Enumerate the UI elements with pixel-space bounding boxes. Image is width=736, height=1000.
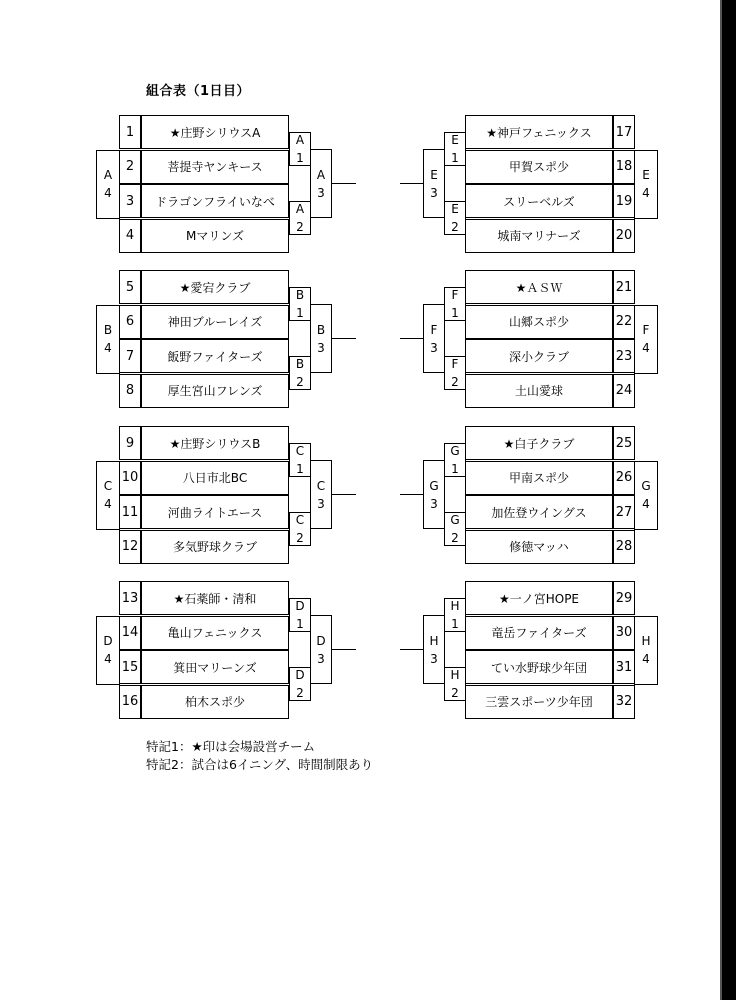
- group-label-C-char: C: [103, 479, 113, 493]
- match-A3-char: 3: [317, 185, 325, 200]
- match-B3: [310, 304, 332, 373]
- match-F3: [423, 304, 445, 373]
- match-H2-char: H: [450, 668, 460, 682]
- match-A1-char: A: [295, 133, 305, 147]
- bracket-line: [332, 338, 356, 339]
- team-number: 9: [119, 426, 141, 460]
- match-B3-char: 3: [317, 340, 325, 355]
- group-label-H-char: H: [641, 634, 651, 648]
- team-number: 18: [613, 150, 635, 184]
- note-2: 特記2：試合は6イニング、時間制限あり: [146, 757, 374, 772]
- team-number: 8: [119, 374, 141, 408]
- team-name: 三雲スポーツ少年団: [465, 685, 613, 719]
- match-G3: [423, 460, 445, 529]
- team-number: 3: [119, 184, 141, 218]
- match-H3-char: 3: [430, 651, 438, 666]
- group-label-D: [96, 616, 120, 685]
- match-C2-char: C: [295, 513, 305, 527]
- team-name: ドラゴンフライいなべ: [141, 184, 289, 218]
- team-number: 23: [613, 339, 635, 373]
- team-name: てい水野球少年団: [465, 650, 613, 684]
- match-D1-char: 1: [296, 617, 304, 631]
- bracket-line: [332, 494, 356, 495]
- match-A2-char: A: [295, 202, 305, 216]
- team-name: 甲賀スポ少: [465, 150, 613, 184]
- bracket-line: [400, 649, 424, 650]
- team-number: 16: [119, 685, 141, 719]
- match-E2: [444, 201, 466, 235]
- group-label-G-char: 4: [642, 497, 650, 511]
- group-label-H: [634, 616, 658, 685]
- team-name: ★ＡＳＷ: [465, 270, 613, 304]
- group-label-G: [634, 461, 658, 530]
- team-name: 河曲ライトエース: [141, 495, 289, 529]
- group-label-B-char: 4: [104, 341, 112, 355]
- team-number: 28: [613, 530, 635, 564]
- match-H2: [444, 667, 466, 701]
- team-number: 31: [613, 650, 635, 684]
- team-number: 4: [119, 219, 141, 253]
- team-number: 20: [613, 219, 635, 253]
- team-number: 11: [119, 495, 141, 529]
- match-H1-char: H: [450, 599, 460, 613]
- match-D3: [310, 615, 332, 684]
- team-name: 城南マリナーズ: [465, 219, 613, 253]
- match-A3: [310, 149, 332, 218]
- team-name: 竜岳ファイターズ: [465, 616, 613, 650]
- bracket-line: [400, 338, 424, 339]
- match-F1: [444, 287, 466, 321]
- group-label-D-char: 4: [104, 652, 112, 666]
- match-F2: [444, 356, 466, 390]
- match-B2: [289, 356, 311, 390]
- match-E1-char: 1: [451, 151, 459, 165]
- match-H1-char: 1: [451, 617, 459, 631]
- team-name: 亀山フェニックス: [141, 616, 289, 650]
- team-number: 32: [613, 685, 635, 719]
- team-number: 30: [613, 616, 635, 650]
- match-F3-char: 3: [430, 340, 438, 355]
- team-name: ★庄野シリウスB: [141, 426, 289, 460]
- team-name: 柏木スポ少: [141, 685, 289, 719]
- team-number: 25: [613, 426, 635, 460]
- bracket-line: [332, 649, 356, 650]
- team-name: 八日市北BC: [141, 461, 289, 495]
- match-D1: [289, 598, 311, 632]
- group-label-A-char: A: [103, 168, 113, 182]
- match-D1-char: D: [295, 599, 305, 613]
- team-number: 5: [119, 270, 141, 304]
- match-A1-char: 1: [296, 151, 304, 165]
- match-A1: [289, 132, 311, 166]
- team-name: 多気野球クラブ: [141, 530, 289, 564]
- match-C3: [310, 460, 332, 529]
- group-label-A: [96, 150, 120, 219]
- page-title: 組合表（1日目）: [146, 84, 251, 99]
- match-C2-char: 2: [296, 531, 304, 545]
- team-number: 13: [119, 581, 141, 615]
- match-C3-char: C: [316, 478, 326, 493]
- match-D2-char: 2: [296, 686, 304, 700]
- team-name: スリーベルズ: [465, 184, 613, 218]
- bracket-line: [332, 183, 356, 184]
- group-label-C: [96, 461, 120, 530]
- match-B1: [289, 287, 311, 321]
- group-label-H-char: 4: [642, 652, 650, 666]
- group-label-D-char: D: [103, 634, 113, 648]
- group-label-C-char: 4: [104, 497, 112, 511]
- team-number: 26: [613, 461, 635, 495]
- team-name: ★愛宕クラブ: [141, 270, 289, 304]
- team-name: 深小クラブ: [465, 339, 613, 373]
- team-number: 2: [119, 150, 141, 184]
- team-name: 厚生宮山フレンズ: [141, 374, 289, 408]
- group-label-G-char: G: [641, 479, 651, 493]
- match-H3: [423, 615, 445, 684]
- team-name: 神田ブルーレイズ: [141, 305, 289, 339]
- team-name: 加佐登ウイングス: [465, 495, 613, 529]
- team-number: 6: [119, 305, 141, 339]
- match-E1-char: E: [451, 133, 459, 147]
- note-1: 特記1：★印は会場設営チーム: [146, 739, 316, 754]
- team-name: ★一ノ宮HOPE: [465, 581, 613, 615]
- group-label-E-char: E: [642, 168, 650, 182]
- match-D2: [289, 667, 311, 701]
- team-number: 22: [613, 305, 635, 339]
- match-H1: [444, 598, 466, 632]
- team-number: 12: [119, 530, 141, 564]
- match-F1-char: F: [451, 288, 459, 302]
- match-E3-char: 3: [430, 185, 438, 200]
- match-G2-char: 2: [451, 531, 459, 545]
- match-G2-char: G: [450, 513, 460, 527]
- team-name: 菩提寺ヤンキース: [141, 150, 289, 184]
- group-label-F-char: F: [642, 323, 650, 337]
- match-B2-char: B: [295, 357, 305, 371]
- team-number: 17: [613, 115, 635, 149]
- team-number: 19: [613, 184, 635, 218]
- team-number: 7: [119, 339, 141, 373]
- team-name: 土山愛球: [465, 374, 613, 408]
- match-A3-char: A: [316, 167, 326, 182]
- notes: [146, 738, 373, 774]
- team-number: 21: [613, 270, 635, 304]
- team-number: 29: [613, 581, 635, 615]
- match-C1-char: 1: [296, 462, 304, 476]
- team-name: ★神戸フェニックス: [465, 115, 613, 149]
- team-name: ★庄野シリウスA: [141, 115, 289, 149]
- group-label-F: [634, 305, 658, 374]
- match-G2: [444, 512, 466, 546]
- bracket-line: [400, 183, 424, 184]
- match-E2-char: 2: [451, 220, 459, 234]
- match-A2: [289, 201, 311, 235]
- match-C2: [289, 512, 311, 546]
- match-A2-char: 2: [296, 220, 304, 234]
- match-D3-char: 3: [317, 651, 325, 666]
- match-D3-char: D: [316, 633, 326, 648]
- group-label-A-char: 4: [104, 186, 112, 200]
- match-C1-char: C: [295, 444, 305, 458]
- group-label-E-char: 4: [642, 186, 650, 200]
- match-G1-char: G: [450, 444, 460, 458]
- page-edge: [720, 0, 722, 1000]
- match-C1: [289, 443, 311, 477]
- match-F2-char: F: [451, 357, 459, 371]
- team-name: 飯野ファイターズ: [141, 339, 289, 373]
- match-F1-char: 1: [451, 306, 459, 320]
- match-B3-char: B: [316, 322, 326, 337]
- team-number: 10: [119, 461, 141, 495]
- team-name: ★白子クラブ: [465, 426, 613, 460]
- match-C3-char: 3: [317, 496, 325, 511]
- team-number: 1: [119, 115, 141, 149]
- match-B1-char: B: [295, 288, 305, 302]
- match-E3: [423, 149, 445, 218]
- match-B2-char: 2: [296, 375, 304, 389]
- match-G1: [444, 443, 466, 477]
- team-number: 24: [613, 374, 635, 408]
- team-number: 15: [119, 650, 141, 684]
- match-H3-char: H: [429, 633, 439, 648]
- team-name: 修徳マッハ: [465, 530, 613, 564]
- match-H2-char: 2: [451, 686, 459, 700]
- team-number: 14: [119, 616, 141, 650]
- group-label-E: [634, 150, 658, 219]
- match-B1-char: 1: [296, 306, 304, 320]
- team-name: Mマリンズ: [141, 219, 289, 253]
- match-F2-char: 2: [451, 375, 459, 389]
- group-label-B-char: B: [103, 323, 113, 337]
- team-name: 甲南スポ少: [465, 461, 613, 495]
- match-G3-char: 3: [430, 496, 438, 511]
- team-number: 27: [613, 495, 635, 529]
- match-E1: [444, 132, 466, 166]
- match-G1-char: 1: [451, 462, 459, 476]
- match-F3-char: F: [430, 322, 438, 337]
- team-name: ★石薬師・清和: [141, 581, 289, 615]
- group-label-F-char: 4: [642, 341, 650, 355]
- team-name: 山郷スポ少: [465, 305, 613, 339]
- match-E3-char: E: [430, 167, 438, 182]
- match-D2-char: D: [295, 668, 305, 682]
- match-G3-char: G: [429, 478, 439, 493]
- team-name: 箕田マリーンズ: [141, 650, 289, 684]
- match-E2-char: E: [451, 202, 459, 216]
- bracket-line: [400, 494, 424, 495]
- group-label-B: [96, 305, 120, 374]
